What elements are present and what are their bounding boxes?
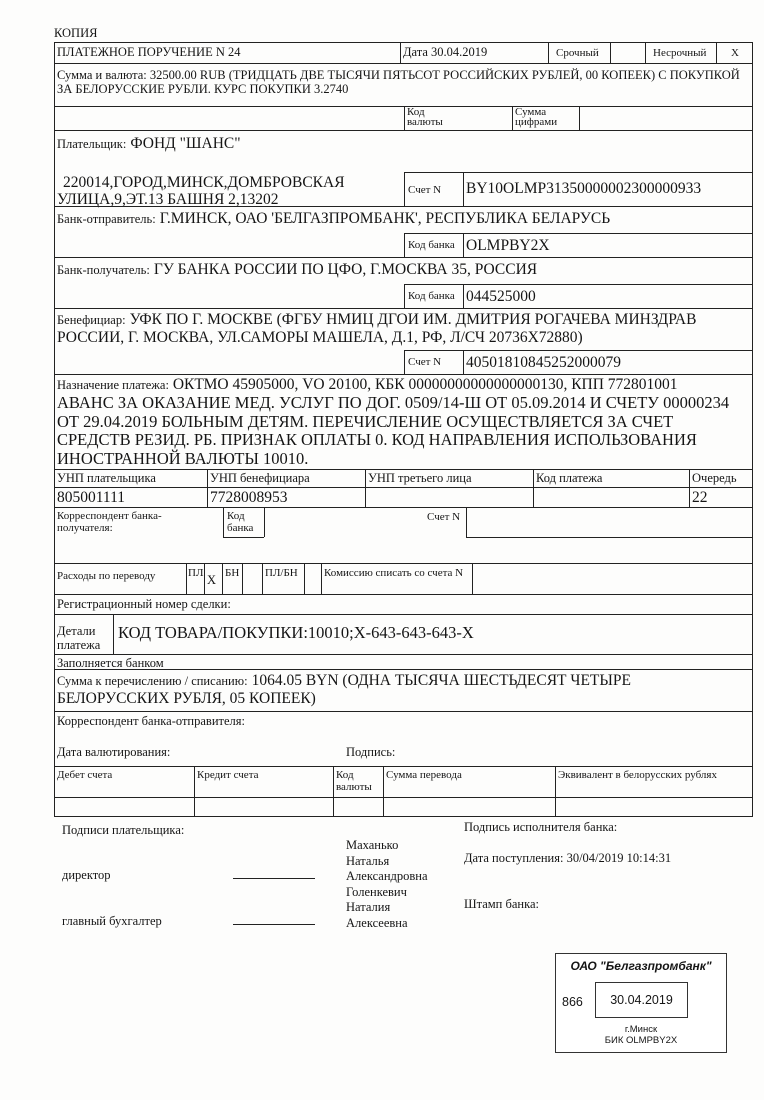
expenses-plbn-label: ПЛ/БН [265,567,298,579]
queue-label: Очередь [692,471,737,485]
purpose-text: АВАНС ЗА ОКАЗАНИЕ МЕД. УСЛУГ ПО ДОГ. 0509/14-Ш ОТ 05.09.2014 И СЧЕТУ 00000234 ОТ 29.04.2019 БОЛЬНЫМ ДЕТЯМ. ПЕРЕЧИСЛЕНИЕ ОСУЩЕСТВЛЯЕТСЯ ЗА СЧЕТ СРЕДСТВ РЕЗИД. РБ. ПРИЗНАК ОПЛАТЫ 0. КОД НАПРАВЛЕНИЯ ИСПОЛЬЗОВАНИЯ ИНОСТРАННОЙ ВАЛЮТЫ 10010. [57,393,730,468]
commission-label: Комиссию списать со счета N [324,567,464,579]
third-unp-label: УНП третьего лица [368,471,472,485]
expenses-label: Расходы по переводу [57,570,156,582]
chief-accountant-label: главный бухгалтер [62,914,162,928]
beneficiary-unp-label: УНП бенефициара [210,471,310,485]
payer-unp: 805001111 [57,489,126,506]
purpose-block [57,376,749,468]
payer-signatures-title: Подписи плательщика: [62,823,185,837]
expenses-bn-label: БН [225,567,240,579]
debit-line [57,672,717,708]
beneficiary-account-label: Счет N [408,356,442,368]
details-label: Детали платежа [57,624,101,652]
copy-label: КОПИЯ [54,26,98,40]
debit-value: 1064.05 BYN (ОДНА ТЫСЯЧА ШЕСТЬДЕСЯТ ЧЕТЫРЕ БЕЛОРУССКИХ РУБЛЯ, 05 КОПЕЕК) [57,672,631,707]
sender-correspondent-label: Корреспондент банка-отправителя: [57,714,245,728]
debit-label: Сумма к перечислению / списанию: [57,674,248,688]
received-date: Дата поступления: 30/04/2019 10:14:31 [464,851,672,865]
correspondent-account-label: Счет N [427,511,461,523]
stamp-bank-name: ОАО "Белгазпромбанк" [570,959,712,973]
payer-line [57,135,241,153]
payer-unp-label: УНП плательщика [57,471,156,485]
currency-code-header: Код валюты [336,769,372,793]
queue-value: 22 [692,489,708,506]
correspondent-code-label: Код банка [227,510,254,534]
order-title: ПЛАТЕЖНОЕ ПОРУЧЕНИЕ N 24 [57,45,241,59]
order-date: Дата 30.04.2019 [403,45,488,59]
non-urgent-label: Несрочный [653,47,707,59]
director-label: директор [62,868,111,882]
details-value: КОД ТОВАРА/ПОКУПКИ:10010;Х-643-643-643-Х [118,623,474,642]
sum-digits-label: Сумма цифрами [515,106,558,128]
currency-code-label: Код валюты [407,106,443,128]
receiver-bank-code-label: Код банка [408,290,455,302]
urgent-label: Срочный [556,47,599,59]
receiver-bank-line [57,261,537,279]
signature-label: Подпись: [346,745,396,759]
signatory-name: Голенкевич [346,884,407,899]
payment-code-label: Код платежа [536,471,603,485]
beneficiary-name: УФК ПО Г. МОСКВЕ (ФГБУ НМИЦ ДГОИ ИМ. ДМИТРИЯ РОГАЧЕВА МИНЗДРАВ РОССИИ, Г. МОСКВА, УЛ.САМОРЫ МАШЕЛА, Д.1, РФ, Л/СЧ 20736Х72880) [57,311,697,346]
purpose-label: Назначение платежа: [57,378,169,392]
signatory-name: Наталья [346,853,390,868]
bank-stamp [555,953,727,1053]
sender-bank-label: Банк-отправитель: [57,212,156,226]
payer-account-label: Счет N [408,184,442,196]
bank-fill-label: Заполняется банком [57,656,164,670]
purpose-line1: ОКТМО 45905000, VO 20100, КБК 00000000000000000130, КПП 772801001 [172,376,678,393]
correspondent-label: Корреспондент банка-получателя: [57,510,162,534]
credit-account-header: Кредит счета [197,769,259,781]
bank-stamp-label: Штамп банка: [464,897,539,911]
bank-executor-signature-label: Подпись исполнителя банка: [464,820,618,834]
value-date-label: Дата валютирования: [57,745,171,759]
stamp-number: 866 [562,995,583,1009]
transfer-sum-header: Сумма перевода [386,769,462,781]
sender-bank-name: Г.МИНСК, ОАО 'БЕЛГАЗПРОМБАНК', РЕСПУБЛИКА БЕЛАРУСЬ [159,210,611,227]
expenses-pl-label: ПЛ [188,567,204,579]
payer-name: ФОНД "ШАНС" [130,135,241,152]
signatory-name: Наталия [346,900,391,915]
sender-bank-code-label: Код банка [408,239,455,251]
debit-account-header: Дебет счета [57,769,113,781]
beneficiary-label: Бенефициар: [57,313,126,327]
receiver-bank-name: ГУ БАНКА РОССИИ ПО ЦФО, Г.МОСКВА 35, РОССИЯ [153,261,538,278]
signatory-name: Алексеевна [346,915,408,930]
stamp-bic: БИК OLMPBY2X [604,1035,678,1046]
payer-account: BY10OLMP31350000002300000933 [466,180,702,197]
beneficiary-account: 40501810845252000079 [466,354,621,371]
byn-equivalent-header: Эквивалент в белорусских рублях [558,769,717,781]
receiver-bank-code: 044525000 [466,288,536,305]
beneficiary-line [57,311,749,347]
stamp-city: г.Минск [624,1024,658,1035]
signatory-names [346,838,428,932]
beneficiary-unp: 7728008953 [210,489,288,506]
signatory-name: Александровна [346,869,428,884]
amount-text: Сумма и валюта: 32500.00 RUB (ТРИДЦАТЬ ДВЕ ТЫСЯЧИ ПЯТЬСОТ РОССИЙСКИХ РУБЛЕЙ, 00 КОПЕЕК) С ПОКУПКОЙ ЗА БЕЛОРУССКИЕ РУБЛИ. КУРС ПОКУПКИ 3.2740 [57,68,740,96]
signatory-name: Маханько [346,838,399,852]
payer-label: Плательщик: [57,137,127,151]
stamp-date: 30.04.2019 [610,993,673,1007]
non-urgent-mark: X [731,47,739,59]
sender-bank-code: OLMPBY2X [466,237,550,254]
expenses-pl-mark: X [207,573,217,587]
sender-bank-line [57,210,610,228]
payer-address: 220014,ГОРОД,МИНСК,ДОМБРОВСКАЯ УЛИЦА,9,ЭТ.13 БАШНЯ 2,13202 [57,174,345,208]
receiver-bank-label: Банк-получатель: [57,263,150,277]
registration-label: Регистрационный номер сделки: [57,597,231,611]
